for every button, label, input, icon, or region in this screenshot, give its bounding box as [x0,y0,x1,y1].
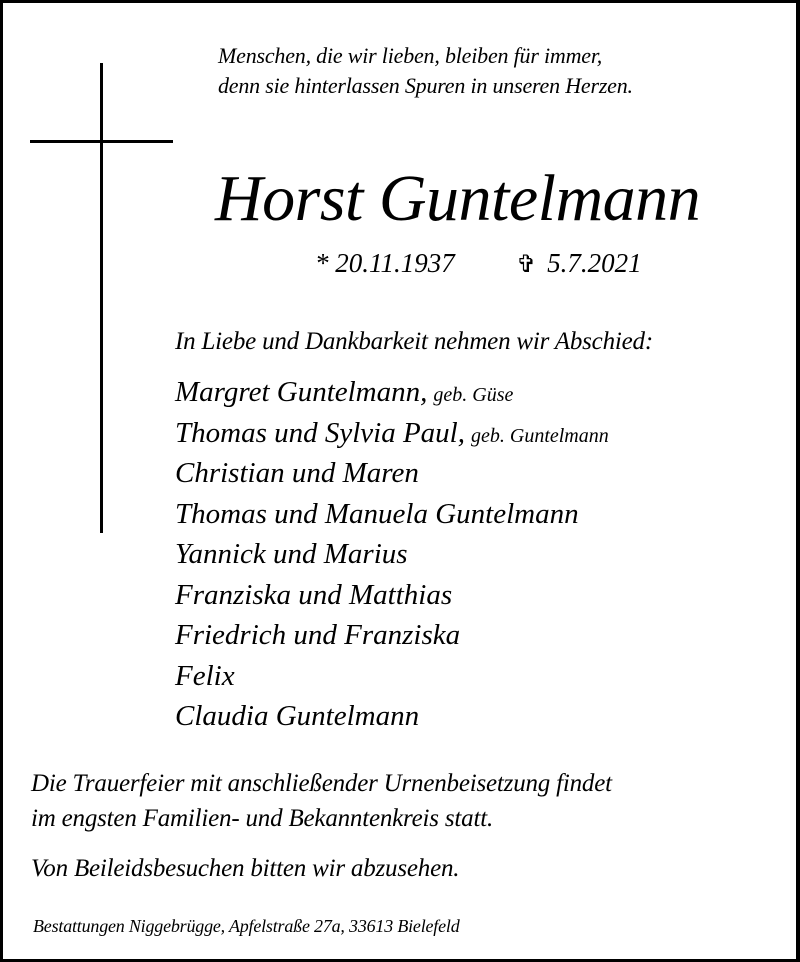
mourner-item [175,696,609,737]
mourner-name: Thomas und Manuela Guntelmann [175,497,579,530]
mourner-maiden-name: geb. Güse [433,384,514,406]
deceased-name: Horst Guntelmann [215,162,701,235]
mourner-name: Friedrich und Franziska [175,619,461,651]
mourner-name: Thomas und Sylvia Paul, [175,416,465,449]
motto-line: denn sie hinterlassen Spuren in unseren Herzen. [218,73,633,98]
mourner-maiden-name: geb. Guntelmann [471,424,609,447]
cross-icon-vertical-beam [100,63,103,533]
motto-quote [218,41,633,101]
birth-date: 20.11.1937 [335,248,455,278]
death-cross-icon: ✞ [516,252,537,278]
mourner-item [175,656,609,697]
undertaker-address: Bestattungen Niggebrügge, Apfelstraße 27a, 33613 Bielefeld [33,916,460,936]
ceremony-info [31,766,612,836]
life-dates [315,246,642,282]
mourners-list [175,372,609,737]
mourner-name: Yannick und Marius [175,538,408,570]
mourner-item [175,615,609,656]
mourner-item [175,413,609,454]
mourner-item [175,453,609,494]
mourner-item [175,575,609,616]
cross-icon-horizontal-beam [30,140,173,143]
mourner-item [175,494,609,535]
ceremony-line: im engsten Familien- und Bekanntenkreis statt. [31,805,493,832]
motto-line: Menschen, die wir lieben, bleiben für immer, [218,43,603,68]
mourner-name: Felix [175,659,235,692]
mourner-item [175,372,609,413]
mourner-item [175,534,609,575]
mourner-name: Christian und Maren [175,457,419,489]
mourner-name: Franziska und Matthias [175,578,453,611]
condolence-note: Von Beileidsbesuchen bitten wir abzusehen. [31,855,460,882]
mourner-name: Margret Guntelmann, [175,376,428,408]
ceremony-line: Die Trauerfeier mit anschließender Urnenbeisetzung findet [31,770,612,797]
death-date: 5.7.2021 [547,248,642,278]
mourner-name: Claudia Guntelmann [175,700,420,732]
farewell-line: In Liebe und Dankbarkeit nehmen wir Abschied: [175,328,653,355]
birth-star-icon: * [315,248,329,278]
